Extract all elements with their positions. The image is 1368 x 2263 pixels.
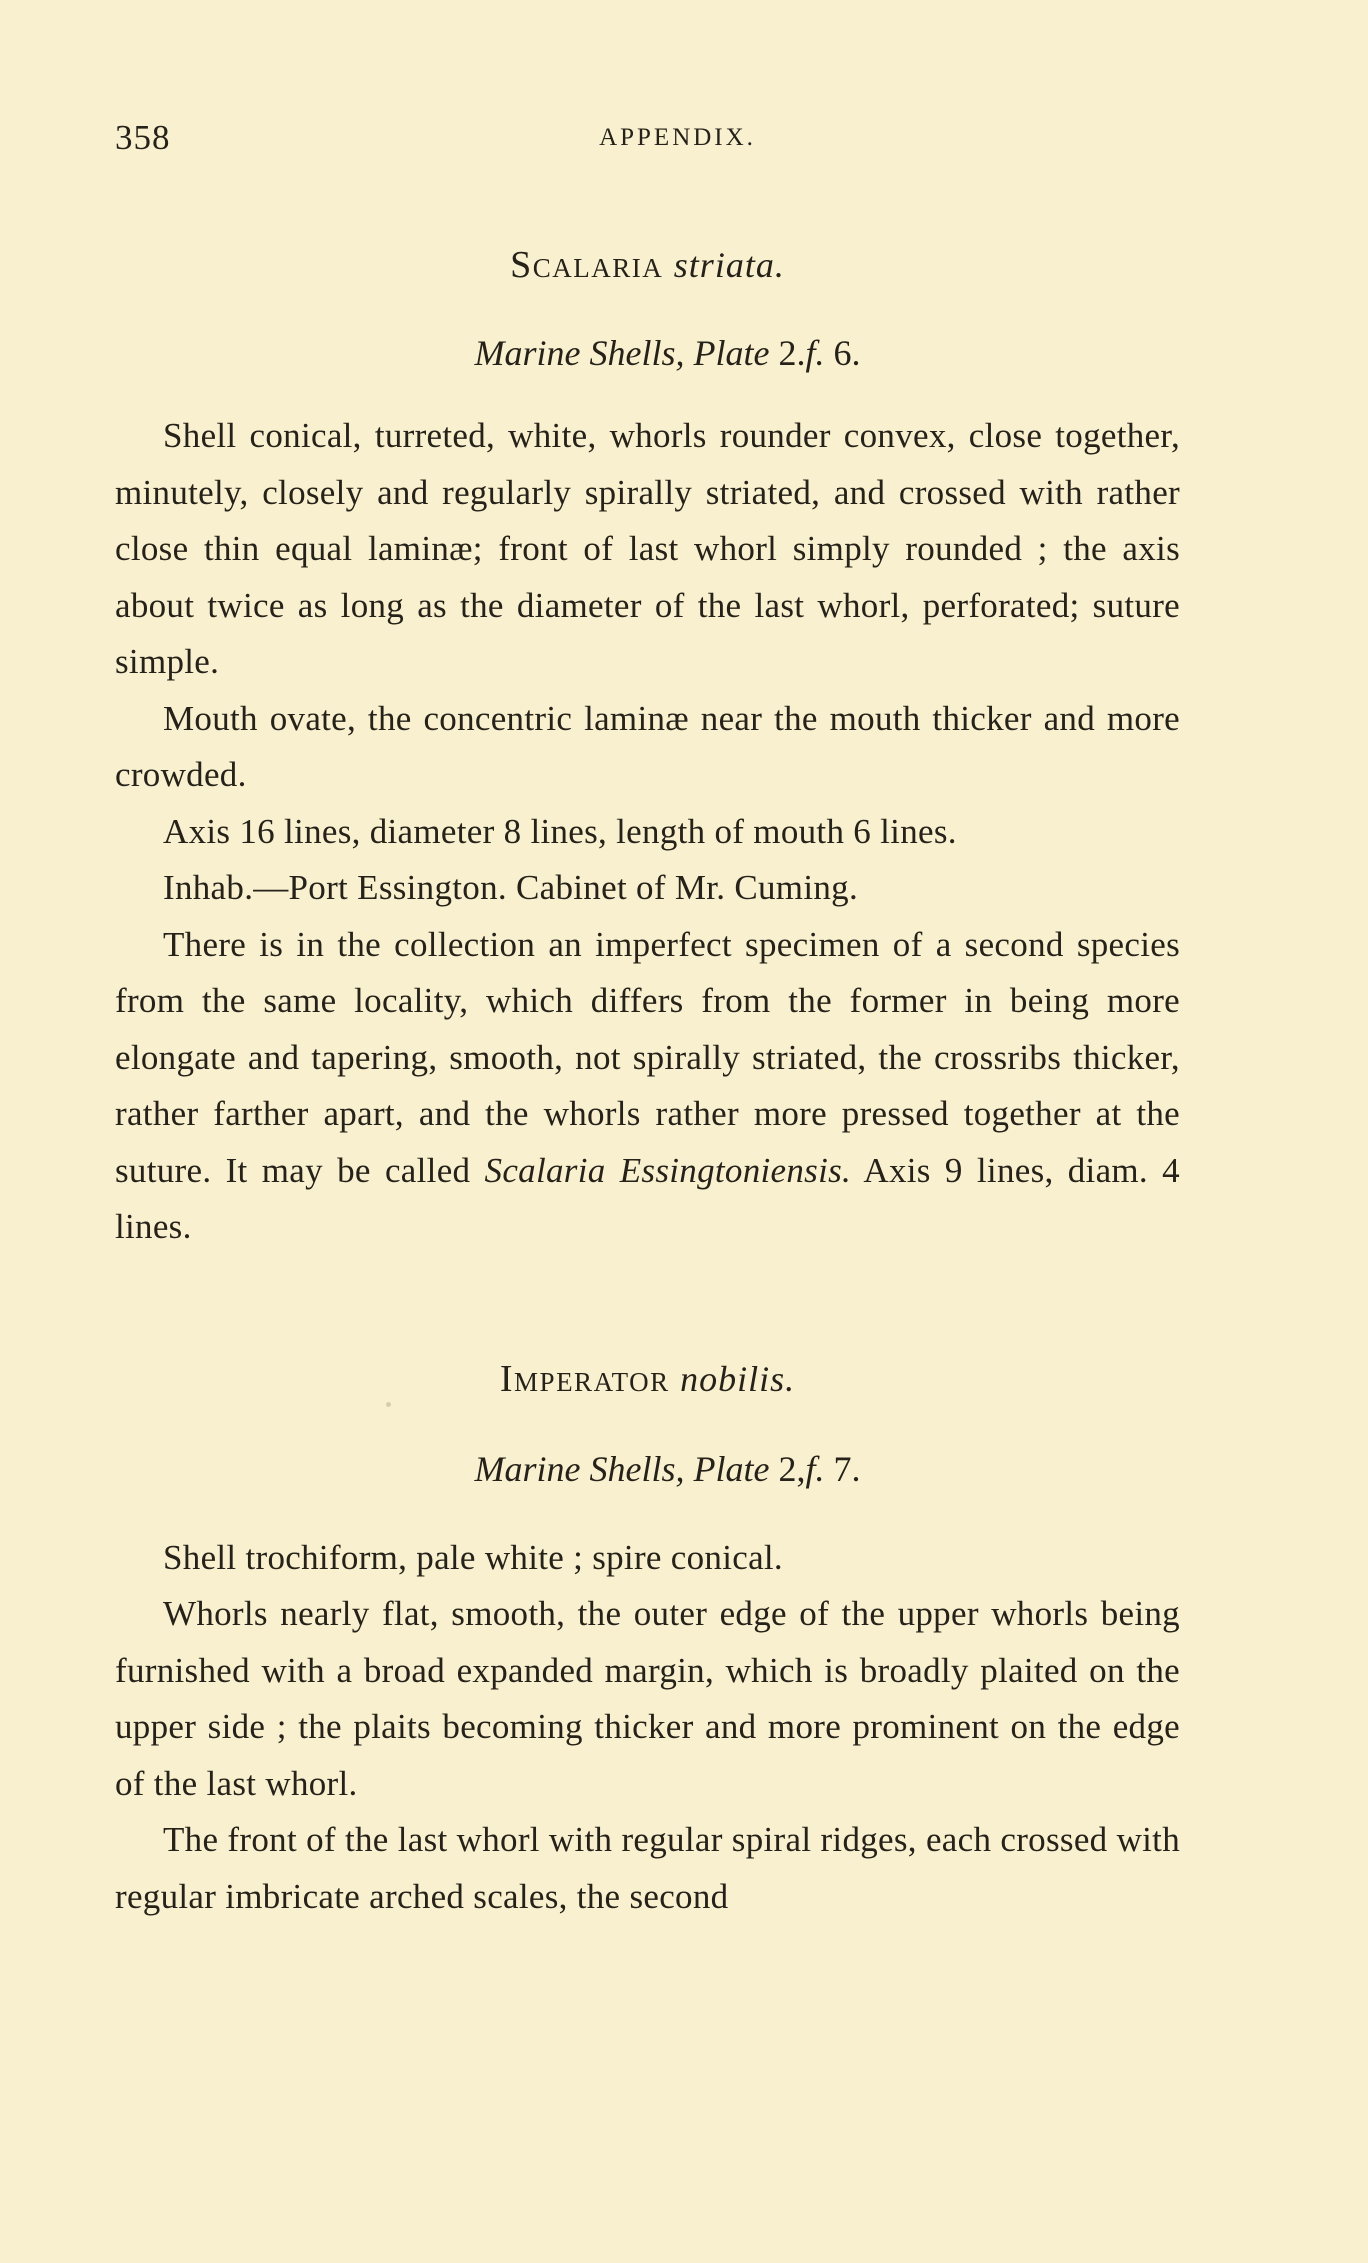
running-head [115, 118, 1180, 168]
paragraph-text: Axis 9 lines, diam. 4 lines. [115, 1150, 1180, 1246]
section-body [115, 408, 1180, 1256]
species-name-italic: Scalaria Essingtoniensis. [484, 1150, 852, 1190]
plate-reference [115, 1444, 1180, 1494]
species-heading-imperator [115, 1354, 1180, 1404]
body-paragraph: Mouth ovate, the concentric laminæ near the mouth thicker and more crowded. [115, 698, 1180, 794]
plate-reference [115, 328, 1180, 378]
genus-name: Imperator [499, 1357, 670, 1400]
plate-number: 2, [778, 1448, 806, 1489]
plate-number: 2. [778, 333, 806, 373]
paper-speck [386, 1402, 391, 1407]
species-heading-scalaria [115, 240, 1180, 290]
figure-number: 6. [833, 333, 861, 373]
figure-number: 7. [833, 1448, 861, 1489]
genus-name: Scalaria [510, 244, 664, 286]
body-paragraph: Shell conical, turreted, white, whorls rounder convex, close together, minutely, closely and regularly spirally striated, and crossed with rather close thin equal laminæ; front of last whorl simply rounded ; the axis about twice as long as the diameter of the last whorl, perforated; suture simple. [115, 416, 1180, 681]
figure-abbrev: f. [805, 1448, 825, 1489]
body-paragraph [115, 917, 1180, 1256]
paragraph-text: There is in the collection an imperfect specimen of a second species from the same locality, which differs from the former in being more elongate and tapering, smooth, not spirally striated, the crossribs thicker, rather farther apart, and the whorls rather more pressed together at the suture. It may be called [115, 924, 1180, 1190]
body-paragraph: The front of the last whorl with regular spiral ridges, each crossed with regular imbricate arched scales, the second [115, 1820, 1180, 1916]
section-body [115, 1530, 1180, 1926]
plate-ref-prefix: Marine Shells, Plate [474, 1448, 770, 1489]
species-name: nobilis. [680, 1358, 796, 1399]
species-name: striata. [673, 245, 785, 285]
body-paragraph: Whorls nearly flat, smooth, the outer edge of the upper whorls being furnished with a broad expanded margin, which is broadly plaited on the upper side ; the plaits becoming thicker and more prominent on the edge of the last whorl. [115, 1594, 1180, 1803]
running-title: APPENDIX. [599, 124, 756, 151]
page-content [115, 240, 1180, 1925]
body-paragraph: Axis 16 lines, diameter 8 lines, length of mouth 6 lines. [163, 811, 957, 851]
plate-ref-prefix: Marine Shells, Plate [474, 333, 770, 373]
body-paragraph: Shell trochiform, pale white ; spire conical. [163, 1537, 783, 1577]
page-number: 358 [115, 118, 171, 157]
figure-abbrev: f. [805, 333, 825, 373]
body-paragraph: Inhab.—Port Essington. Cabinet of Mr. Cuming. [163, 868, 859, 907]
